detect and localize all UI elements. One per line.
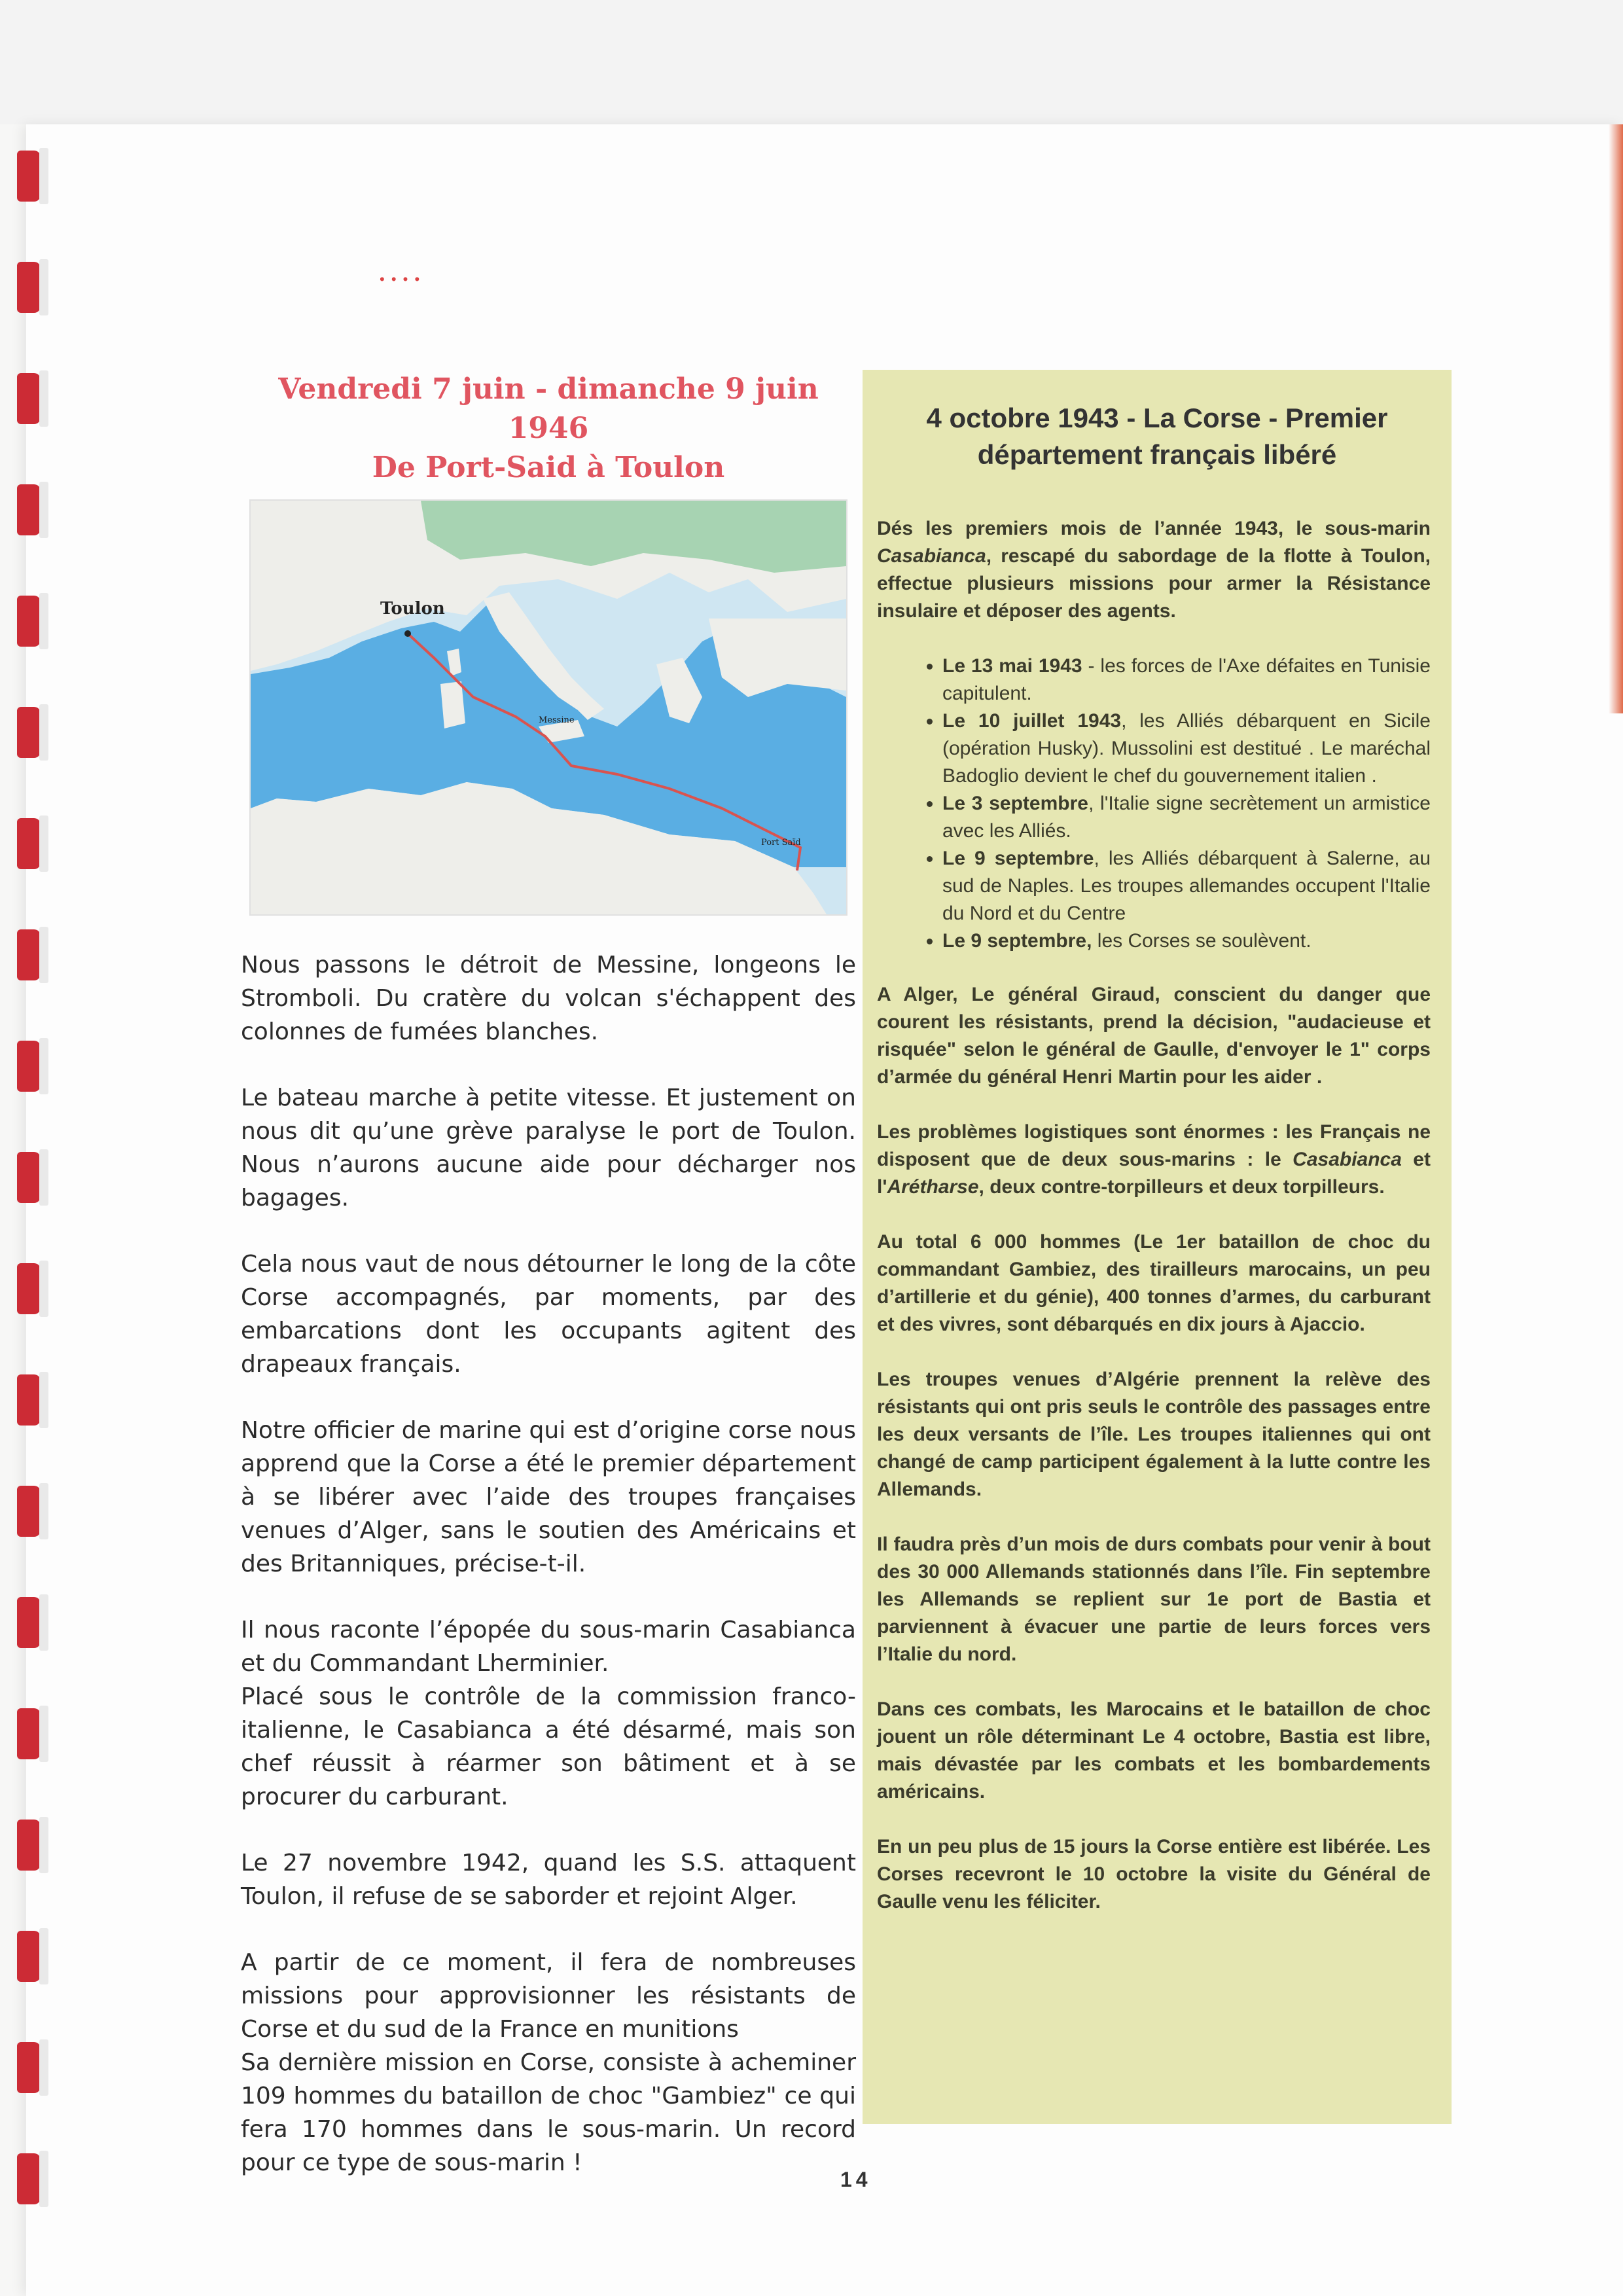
sidebar-title xyxy=(889,400,1425,473)
sidebar-paragraph: Au total 6 000 hommes (Le 1er bataillon de choc du commandant Gambiez, des tirailleurs marocains, un peu d’artillerie et du génie), 400 tonnes d’armes, du carburant et des vivres, sont débarqués en dix jours à Ajaccio. xyxy=(877,1231,1431,1335)
timeline-date: Le 3 septembre xyxy=(942,793,1088,814)
binding-ring xyxy=(17,373,47,424)
page-number: 14 xyxy=(840,2168,872,2191)
map-label-port-said: Port Saïd xyxy=(761,838,801,848)
binding-ring xyxy=(17,1041,47,1092)
binding-ring xyxy=(17,1708,47,1759)
left-title xyxy=(241,370,856,488)
sidebar-paragraph xyxy=(877,1119,1431,1201)
left-paragraph: Cela nous vaut de nous détourner le long de la côte Corse accompagnés, par moments, par des embarcations dont les occupants agitent des drapeaux français. xyxy=(241,1251,856,1378)
binding-ring xyxy=(17,818,47,869)
sidebar-text: , deux contre-torpilleurs et deux torpilleurs. xyxy=(978,1176,1385,1198)
sidebar-paragraph: Les troupes venues d’Algérie prennent la relève des résistants qui ont pris seuls le contrôle des passages entre les deux versants de l’île. Les troupes italiennes qui ont changé de camp participent également à la lutte contre les Allemands. xyxy=(877,1369,1431,1500)
sidebar-intro-text: Dés les premiers mois de l’année 1943, le sous-marin xyxy=(877,518,1431,539)
decorative-dots: • • • • xyxy=(380,271,421,287)
map-label-toulon: Toulon xyxy=(380,599,445,619)
sidebar-text: et l' xyxy=(877,1149,1431,1198)
sidebar-body xyxy=(877,515,1431,1916)
binding-ring xyxy=(17,707,47,758)
binding-ring xyxy=(17,929,47,980)
binding-ring xyxy=(17,1931,47,1982)
timeline-text: - les forces de l'Axe défaites en Tunisie capitulent. xyxy=(942,655,1431,704)
left-paragraph: Le bateau marche à petite vitesse. Et justement on nous dit qu’une grève paralyse le port de Toulon. Nous n’aurons aucune aide pour décharger nos bagages. xyxy=(241,1085,856,1211)
binding-ring xyxy=(17,2153,47,2204)
binding-ring xyxy=(17,1152,47,1203)
timeline-date: Le 10 juillet 1943 xyxy=(942,710,1122,732)
timeline-item xyxy=(942,845,1431,927)
sidebar-title-line1: 4 octobre 1943 - La Corse - Premier xyxy=(926,403,1388,433)
timeline-item xyxy=(942,927,1431,955)
spiral-binding xyxy=(0,131,59,2296)
left-paragraph: Le 27 novembre 1942, quand les S.S. attaquent Toulon, il refuse de se saborder et rejoint Alger. xyxy=(241,1850,856,1910)
left-title-line2: De Port-Said à Toulon xyxy=(372,451,725,484)
left-paragraph: Notre officier de marine qui est d’origine corse nous apprend que la Corse a été le premier département à se libérer avec l’aide des troupes françaises venues d’Alger, sans le soutien des Américains et des Britanniques, précise-t-il. xyxy=(241,1417,856,1577)
sidebar-paragraph: Il faudra près d’un mois de durs combats pour venir à bout des 30 000 Allemands stationnés dans l’île. Fin septembre les Allemands se replient sur 1e port de Bastia et parviennent à évacuer une partie de leurs forces vers l’Italie du nord. xyxy=(877,1534,1431,1665)
left-body xyxy=(241,948,856,2179)
binding-ring xyxy=(17,484,47,535)
background-top xyxy=(0,0,1623,124)
timeline-date: Le 13 mai 1943 xyxy=(942,655,1082,677)
timeline-date: Le 9 septembre xyxy=(942,848,1094,869)
map-illustration xyxy=(251,501,846,914)
sidebar-intro-text: , rescapé du sabordage de la flotte à Toulon, effectue plusieurs missions pour armer la Résistance insulaire et déposer des agents. xyxy=(877,545,1431,622)
timeline-text: , les Alliés débarquent en Sicile (opération Husky). Mussolini est destitué . Le maréchal Badoglio devient le chef du gouvernement italien . xyxy=(942,710,1431,787)
left-column xyxy=(241,370,856,2212)
binding-ring xyxy=(17,1263,47,1314)
timeline-text: les Corses se soulèvent. xyxy=(1092,930,1311,952)
submarine-name: Casabianca xyxy=(877,545,986,567)
route-map xyxy=(249,499,847,916)
binding-ring xyxy=(17,151,47,202)
sidebar-intro xyxy=(877,515,1431,625)
timeline-item xyxy=(942,708,1431,790)
submarine-name: Casabianca xyxy=(1293,1149,1402,1170)
binding-ring xyxy=(17,1597,47,1648)
timeline-list xyxy=(877,653,1431,955)
sidebar-box xyxy=(863,370,1452,2124)
left-title-line1: Vendredi 7 juin - dimanche 9 juin 1946 xyxy=(278,372,819,445)
timeline-text: , l'Italie signe secrètement un armistice avec les Alliés. xyxy=(942,793,1431,842)
binding-ring xyxy=(17,262,47,313)
sidebar-paragraph: Dans ces combats, les Marocains et le bataillon de choc jouent un rôle déterminant Le 4 octobre, Bastia est libre, mais dévastée par les combats et les bombardements américains. xyxy=(877,1698,1431,1803)
sidebar-paragraph: En un peu plus de 15 jours la Corse entière est libérée. Les Corses recevront le 10 octobre la visite du Général de Gaulle venu les féliciter. xyxy=(877,1836,1431,1912)
binding-ring xyxy=(17,1820,47,1871)
sidebar-text: Les problèmes logistiques sont énormes : les Français ne disposent que de deux sous-marins : le xyxy=(877,1121,1431,1170)
timeline-item xyxy=(942,653,1431,708)
timeline-date: Le 9 septembre, xyxy=(942,930,1092,952)
left-paragraph: Sa dernière mission en Corse, consiste à acheminer 109 hommes du bataillon de choc "Gambiez" ce qui fera 170 hommes dans le sous-marin. Un record pour ce type de sous-marin ! xyxy=(241,2049,856,2176)
binding-ring xyxy=(17,1374,47,1426)
timeline-text: , les Alliés débarquent à Salerne, au sud de Naples. Les troupes allemandes occupent l'Italie du Nord et du Centre xyxy=(942,848,1431,924)
sidebar-paragraph: A Alger, Le général Giraud, conscient du danger que courent les résistants, prend la décision, "audacieuse et risquée" selon le général de Gaulle, d'envoyer le 1" corps d’armée du général Henri Martin pour les aider . xyxy=(877,984,1431,1088)
left-paragraph: Placé sous le contrôle de la commission franco-italienne, le Casabianca a été désarmé, mais son chef réussit à réarmer son bâtiment et à se procurer du carburant. xyxy=(241,1683,856,1810)
map-label-messine: Messine xyxy=(539,715,575,725)
binding-ring xyxy=(17,2042,47,2093)
page-edge xyxy=(1609,124,1623,713)
binding-ring xyxy=(17,1486,47,1537)
sidebar-title-line2: département français libéré xyxy=(977,439,1337,470)
left-paragraph: A partir de ce moment, il fera de nombreuses missions pour approvisionner les résistants de Corse et du sud de la France en munitions xyxy=(241,1949,856,2043)
binding-ring xyxy=(17,596,47,647)
left-paragraph: Il nous raconte l’épopée du sous-marin Casabianca et du Commandant Lherminier. xyxy=(241,1617,856,1677)
left-paragraph: Nous passons le détroit de Messine, longeons le Stromboli. Du cratère du volcan s'échappent des colonnes de fumées blanches. xyxy=(241,952,856,1045)
submarine-name: Arétharse xyxy=(887,1176,979,1198)
timeline-item xyxy=(942,790,1431,845)
